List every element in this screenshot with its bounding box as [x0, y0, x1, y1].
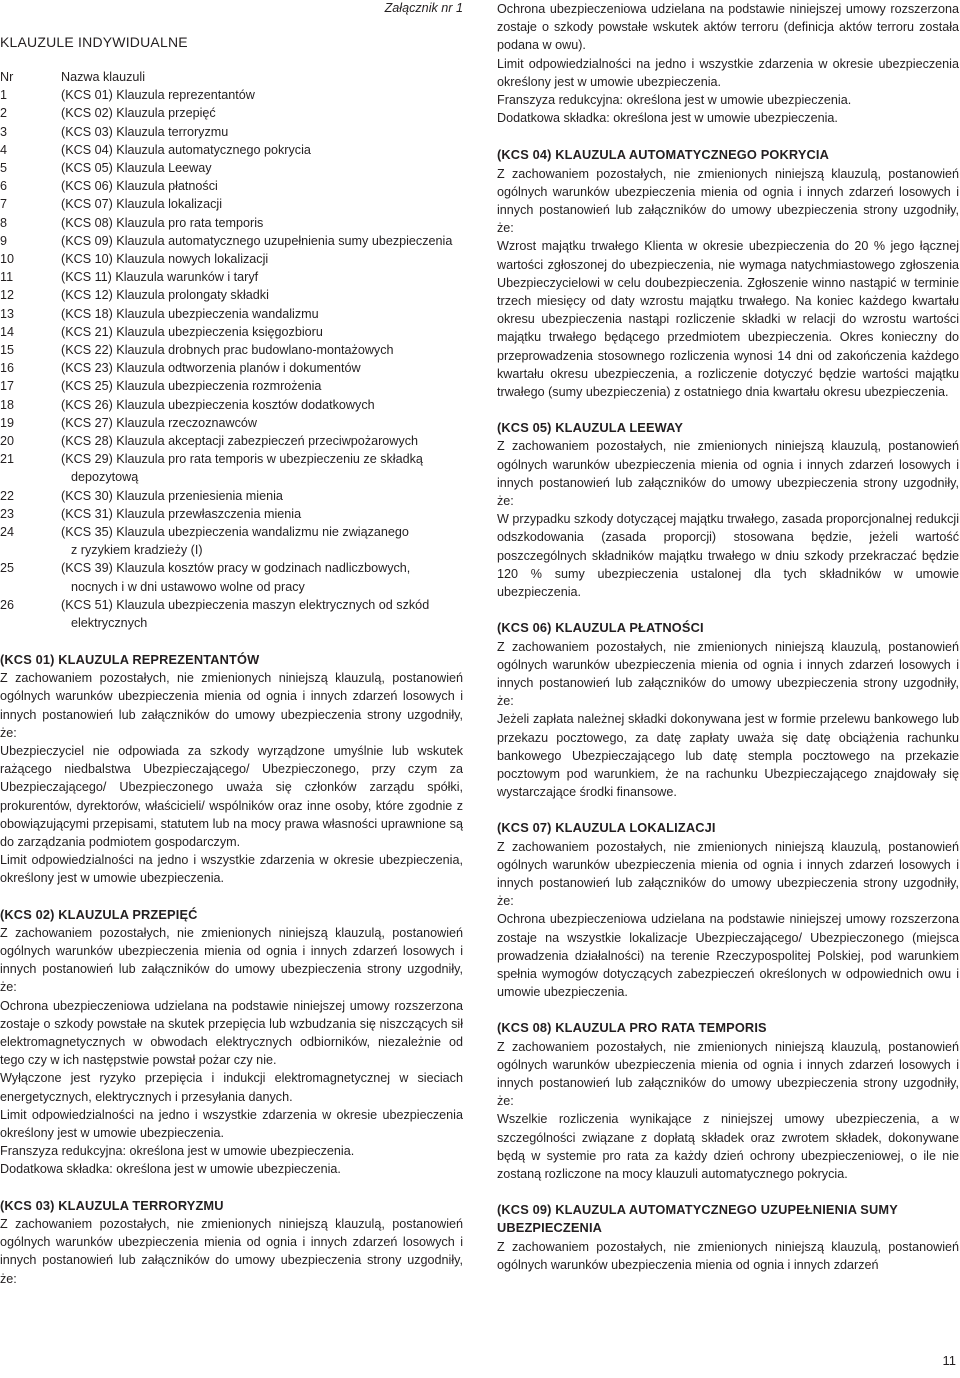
clause-name: [61, 214, 463, 232]
clause-list-row: [0, 523, 463, 559]
clause-paragraph: Z zachowaniem pozostałych, nie zmienionych niniejszą klauzulą, postanowień ogólnych warunków ubezpieczenia mienia od ognia i innych zdarzeń: [497, 1239, 959, 1272]
clause-nr: 2: [0, 106, 8, 121]
clause-name-text: (KCS 30) Klauzula przeniesienia mienia: [61, 488, 283, 503]
clause-list-row: [0, 159, 463, 177]
clause-paragraph: W przypadku szkody dotyczącej majątku trwałego, zasada proporcjonalnej redukcji odszkodowania (zasada proporcji) stosowana będzie, jeżeli wartość poszczególnych składników majątku trwałego w dniu szkody przekraczać będzie 120 % sumy ubezpieczenia ustalonej dla tych składników w umowie ubezpieczenia.: [497, 512, 959, 600]
clause-paragraph: Jeżeli zapłata należnej składki dokonywana jest w formie przelewu bankowego lub przekazu pocztowego, za datę zapłaty uważa się datę obciążenia rachunku bankowego Ubezpieczającego lub datę stempla pocztowego na przekazie pocztowym pod warunkiem, że na rachunku Ubezpieczającego znajdowały się wystarczające środki finansowe.: [497, 712, 959, 800]
clause-nr: 9: [0, 233, 8, 248]
clause-name-text: (KCS 12) Klauzula prolongaty składki: [61, 288, 269, 303]
clause-name: [61, 359, 463, 377]
clause-nr: 7: [0, 197, 8, 212]
clause-list-row: [0, 559, 463, 595]
clause-nr: 3: [0, 124, 8, 139]
list-header-nr: Nr: [0, 70, 14, 84]
clause-paragraph: Limit odpowiedzialności na jedno i wszystkie zdarzenia w okresie ubezpieczenia określony jest w umowie ubezpieczenia.: [497, 56, 959, 89]
clause-nr: 14: [0, 324, 15, 339]
clause-list-row: [0, 104, 463, 122]
clause-name-text: (KCS 39) Klauzula kosztów pracy w godzinach nadliczbowych,: [61, 561, 411, 576]
clause-heading: (KCS 08) KLAUZULA PRO RATA TEMPORIS: [497, 1020, 767, 1036]
clause-list-row: [0, 177, 463, 195]
clause-name-text: (KCS 28) Klauzula akceptacji zabezpieczeń przeciwpożarowych: [61, 434, 418, 449]
clause-name-text: (KCS 03) Klauzula terroryzmu: [61, 124, 229, 139]
left-column: [0, 0, 463, 1378]
clause-paragraph: Ochrona ubezpieczeniowa udzielana na podstawie niniejszej umowy rozszerzona zostaje o szkody powstałe na skutek przepięcia lub wzbudzania się niszczących sił elektromagnetycznych w obwodach elektrycznych odbiorników, niezależnie od tego czy w ich następstwie powstał pożar czy nie.: [0, 998, 463, 1068]
clause-name-text: (KCS 22) Klauzula drobnych prac budowlano-montażowych: [61, 343, 394, 358]
clause-paragraph: Wszelkie rozliczenia wynikające z niniejszej umowy ubezpieczenia, a w szczególności związane z dopłatą składek oraz zwrotem składek, dokonywane będą w systemie pro rata za każdy dzień ochrony ubezpieczeniowej, o ile nie zostaną rozliczone na mocy klauzuli automatycznego pokrycia.: [497, 1112, 959, 1181]
clause-name-text: (KCS 18) Klauzula ubezpieczenia wandalizmu: [61, 306, 319, 321]
clause-name: [61, 487, 463, 505]
clause-nr: 23: [0, 506, 15, 521]
clause-nr: 15: [0, 343, 15, 358]
clause-list-row: [0, 286, 463, 304]
clause-name: [61, 250, 463, 268]
document-title: KLAUZULE INDYWIDUALNE: [0, 34, 188, 50]
terrorism-continuation: [497, 0, 959, 127]
clause-paragraph: Limit odpowiedzialności na jedno i wszystkie zdarzenia w okresie ubezpieczenia określony jest w umowie ubezpieczenia.: [0, 1107, 463, 1141]
clause-name-text: (KCS 25) Klauzula ubezpieczenia rozmrożenia: [61, 379, 322, 394]
clause-list-row: [0, 596, 463, 632]
clause-nr: 20: [0, 434, 15, 449]
clause-nr: 8: [0, 215, 8, 230]
clause-list-row: [0, 487, 463, 505]
clause-heading: (KCS 04) KLAUZULA AUTOMATYCZNEGO POKRYCIA: [497, 147, 829, 163]
clause-nr: 10: [0, 252, 15, 267]
clause-nr: 16: [0, 361, 15, 376]
clause-name-text: (KCS 10) Klauzula nowych lokalizacji: [61, 252, 269, 267]
clause-nr: 18: [0, 397, 15, 412]
clause-name: [61, 268, 463, 286]
clause-name: [61, 505, 463, 523]
clause-section: [497, 146, 959, 401]
clause-name: [61, 523, 463, 559]
clause-paragraph: Dodatkowa składka: określona jest w umowie ubezpieczenia.: [0, 1162, 341, 1177]
clause-list-row: [0, 450, 463, 486]
clause-paragraph: Ochrona ubezpieczeniowa udzielana na podstawie niniejszej umowy rozszerzona zostaje o szkody powstałe wskutek aktów terroru (definicja aktów terroru została podana w owu).: [497, 2, 959, 53]
clause-name: [61, 414, 463, 432]
clause-name: [61, 86, 463, 104]
clause-list-row: [0, 250, 463, 268]
clause-list-row: [0, 195, 463, 213]
clause-nr: 11: [0, 270, 14, 285]
clause-paragraph: Dodatkowa składka: określona jest w umowie ubezpieczenia.: [497, 111, 838, 126]
clause-name-text: (KCS 51) Klauzula ubezpieczenia maszyn elektrycznych od szkód: [61, 597, 430, 612]
clause-list-row: [0, 341, 463, 359]
clause-paragraph: Z zachowaniem pozostałych, nie zmienionych niniejszą klauzulą, postanowień ogólnych warunków ubezpieczenia mienia od ognia i innych zdarzeń losowych i innych postanowień lub załączników do umowy ubezpieczenia strony uzgodniły, że:: [497, 1039, 959, 1109]
clause-name-continuation: elektrycznych: [71, 616, 148, 631]
right-sections: [497, 146, 959, 1274]
clause-name: [61, 232, 463, 250]
clause-name: [61, 396, 463, 414]
clause-name: [61, 123, 463, 141]
clause-paragraph: Ochrona ubezpieczeniowa udzielana na podstawie niniejszej umowy rozszerzona zostaje na wszystkie lokalizacje Ubezpieczającego/ Ubezpieczonego (miejsca prowadzenia działalności) na terenie Rzeczypospolitej Polskiej, pod warunkiem spełnia wymogów dotyczących zabezpieczeń określonych w odpowiednich owu i umowie ubezpieczenia.: [497, 912, 959, 1000]
clause-heading: (KCS 07) KLAUZULA LOKALIZACJI: [497, 820, 716, 836]
right-column: [497, 0, 959, 1292]
clause-name: [61, 141, 463, 159]
clause-nr: 13: [0, 306, 15, 321]
clause-nr: 12: [0, 288, 15, 303]
clause-nr: 26: [0, 597, 15, 612]
clause-name-text: (KCS 09) Klauzula automatycznego uzupełnienia sumy ubezpieczenia: [61, 233, 453, 248]
clause-heading: (KCS 02) KLAUZULA PRZEPIĘĆ: [0, 906, 198, 922]
clause-section: [0, 1197, 463, 1288]
clause-section: [0, 906, 463, 1179]
clause-name-text: (KCS 11) Klauzula warunków i taryf: [61, 270, 259, 285]
left-sections: [0, 651, 463, 1306]
clause-name-text: (KCS 04) Klauzula automatycznego pokrycia: [61, 142, 311, 157]
clause-section: [497, 819, 959, 1001]
clause-name-text: (KCS 07) Klauzula lokalizacji: [61, 197, 222, 212]
clause-name: [61, 559, 463, 595]
clause-paragraph: Z zachowaniem pozostałych, nie zmienionych niniejszą klauzulą, postanowień ogólnych warunków ubezpieczenia mienia od ognia i innych zdarzeń losowych i innych postanowień lub załączników do umowy ubezpieczenia strony uzgodniły, że:: [0, 1216, 463, 1286]
clause-heading: (KCS 03) KLAUZULA TERRORYZMU: [0, 1197, 224, 1213]
clause-list-rows: [0, 86, 463, 632]
clause-section: [497, 419, 959, 601]
clause-name-continuation: z ryzykiem kradzieży (I): [71, 543, 203, 558]
clause-paragraph: Ubezpieczyciel nie odpowiada za szkody wyrządzone umyślnie lub wskutek rażącego niedbalstwa Ubezpieczającego/ Ubezpieczonego, przy czym za Ubezpieczającego/ Ubezpieczonego uważa się członków zarządu spółki, prokurentów, dyrektorów, właścicieli/ wspólników oraz inne osoby, które zgodnie z obowiązującymi przepisami, statutem lub na mocy prawa własności uprawnione są do zarządzania podmiotem gospodarczym.: [0, 744, 463, 850]
clause-name-text: (KCS 29) Klauzula pro rata temporis w ubezpieczeniu ze składką: [61, 452, 423, 467]
clause-name: [61, 432, 463, 450]
clause-name: [61, 341, 463, 359]
clause-name-continuation: nocnych i w dni ustawowo wolne od pracy: [71, 579, 305, 594]
clause-list-row: [0, 377, 463, 395]
clause-list-row: [0, 323, 463, 341]
clause-section: [497, 619, 959, 801]
clause-name: [61, 305, 463, 323]
clause-name: [61, 104, 463, 122]
attachment-label: Załącznik nr 1: [384, 1, 463, 15]
clause-list-row: [0, 305, 463, 323]
clause-name-text: (KCS 01) Klauzula reprezentantów: [61, 88, 255, 103]
clause-list-row: [0, 268, 463, 286]
clause-name-text: (KCS 26) Klauzula ubezpieczenia kosztów dodatkowych: [61, 397, 375, 412]
clause-nr: 6: [0, 179, 8, 194]
clause-paragraph: Z zachowaniem pozostałych, nie zmienionych niniejszą klauzulą, postanowień ogólnych warunków ubezpieczenia mienia od ognia i innych zdarzeń losowych i innych postanowień lub załączników do umowy ubezpieczenia strony uzgodniły, że:: [0, 671, 463, 740]
clause-name-text: (KCS 05) Klauzula Leeway: [61, 161, 212, 176]
clause-name-text: (KCS 08) Klauzula pro rata temporis: [61, 215, 264, 230]
clause-name: [61, 596, 463, 632]
page-number: 11: [942, 1352, 956, 1368]
clause-section: [497, 1201, 959, 1274]
clause-nr: 21: [0, 452, 15, 467]
clause-paragraph: Z zachowaniem pozostałych, nie zmienionych niniejszą klauzulą, postanowień ogólnych warunków ubezpieczenia mienia od ognia i innych zdarzeń losowych i innych postanowień lub załączników do umowy ubezpieczenia strony uzgodniły, że:: [0, 925, 463, 995]
clause-nr: 5: [0, 161, 8, 176]
clause-name: [61, 195, 463, 213]
clause-nr: 22: [0, 488, 15, 503]
clause-paragraph: Z zachowaniem pozostałych, nie zmienionych niniejszą klauzulą, postanowień ogólnych warunków ubezpieczenia mienia od ognia i innych zdarzeń losowych i innych postanowień lub załączników do umowy ubezpieczenia strony uzgodniły, że:: [497, 166, 959, 236]
clause-list-row: [0, 359, 463, 377]
clause-list-row: [0, 232, 463, 250]
clause-heading: (KCS 05) KLAUZULA LEEWAY: [497, 420, 684, 436]
clause-name-text: (KCS 21) Klauzula ubezpieczenia księgozbioru: [61, 324, 323, 339]
clause-list-header: [0, 68, 463, 86]
clause-name-text: (KCS 23) Klauzula odtworzenia planów i dokumentów: [61, 361, 361, 376]
clause-list-row: [0, 414, 463, 432]
clause-nr: 17: [0, 379, 15, 394]
clause-section: [0, 651, 463, 888]
clause-paragraph: Limit odpowiedzialności na jedno i wszystkie zdarzenia w okresie ubezpieczenia, określony jest w umowie ubezpieczenia.: [0, 853, 463, 886]
clause-paragraph: Franszyza redukcyjna: określona jest w umowie ubezpieczenia.: [0, 1144, 355, 1159]
clause-name: [61, 286, 463, 304]
clause-list-row: [0, 505, 463, 523]
clause-nr: 25: [0, 561, 15, 576]
clause-list-row: [0, 432, 463, 450]
clause-heading: (KCS 09) KLAUZULA AUTOMATYCZNEGO UZUPEŁNIENIA SUMY UBEZPIECZENIA: [497, 1202, 898, 1236]
clause-name-text: (KCS 02) Klauzula przepięć: [61, 106, 216, 121]
clause-list: [0, 68, 463, 632]
clause-paragraph: Wyłączone jest ryzyko przepięcia i indukcji elektromagnetycznej w sieciach energetycznych, elektrycznych i przesyłania danych.: [0, 1071, 463, 1104]
clause-nr: 1: [0, 88, 8, 103]
clause-section: [497, 1019, 959, 1183]
clause-nr: 24: [0, 525, 15, 540]
clause-heading: (KCS 01) KLAUZULA REPREZENTANTÓW: [0, 652, 260, 667]
clause-name: [61, 323, 463, 341]
clause-list-row: [0, 86, 463, 104]
clause-name: [61, 450, 463, 486]
clause-paragraph: Wzrost majątku trwałego Klienta w okresie ubezpieczenia do 20 % jego łącznej wartości zgłoszonej do ubezpieczenia, nie wymaga natychmiastowego zgłoszenia Ubezpieczycielowi w celu doubezpieczenia. Zgłoszenie winno nastąpić w terminie trzech miesięcy od daty wzrostu majątku trwałego. Na koniec każdego kwartału okresu ubezpieczenia nastąpi rozliczenie składki w relacji do wzrostu wartości majątku trwałego będącego przedmiotem ubezpieczenia. Okres konieczny do przeprowadzenia stosownego rozliczenia wynosi 14 dni od zakończenia każdego kwartału okresu ubezpieczenia, a rozliczenie dotyczyć będzie wartości majątku trwałego (sumy ubezpieczenia) z ostatniego dnia kwartału okresu ubezpieczenia.: [497, 239, 959, 400]
clause-list-row: [0, 141, 463, 159]
clause-paragraph: Franszyza redukcyjna: określona jest w umowie ubezpieczenia.: [497, 93, 852, 108]
clause-list-row: [0, 214, 463, 232]
clause-heading: (KCS 06) KLAUZULA PŁATNOŚCI: [497, 620, 704, 636]
clause-name: [61, 177, 463, 195]
clause-list-row: [0, 123, 463, 141]
clause-name-text: (KCS 27) Klauzula rzeczoznawców: [61, 415, 257, 430]
clause-nr: 19: [0, 415, 15, 430]
clause-name: [61, 159, 463, 177]
clause-name-continuation: depozytową: [71, 470, 139, 485]
clause-nr: 4: [0, 142, 8, 157]
clause-name-text: (KCS 35) Klauzula ubezpieczenia wandalizmu nie związanego: [61, 525, 409, 540]
clause-name-text: (KCS 06) Klauzula płatności: [61, 179, 218, 194]
clause-paragraph: Z zachowaniem pozostałych, nie zmienionych niniejszą klauzulą, postanowień ogólnych warunków ubezpieczenia mienia od ognia i innych zdarzeń losowych i innych postanowień lub załączników do umowy ubezpieczenia strony uzgodniły, że:: [497, 439, 959, 509]
clause-name: [61, 377, 463, 395]
clause-name-text: (KCS 31) Klauzula przewłaszczenia mienia: [61, 506, 302, 521]
clause-paragraph: Z zachowaniem pozostałych, nie zmienionych niniejszą klauzulą, postanowień ogólnych warunków ubezpieczenia mienia od ognia i innych zdarzeń losowych i innych postanowień lub załączników do umowy ubezpieczenia strony uzgodniły, że:: [497, 639, 959, 709]
clause-list-row: [0, 396, 463, 414]
list-header-name: Nazwa klauzuli: [61, 70, 145, 84]
clause-paragraph: Z zachowaniem pozostałych, nie zmienionych niniejszą klauzulą, postanowień ogólnych warunków ubezpieczenia mienia od ognia i innych zdarzeń losowych i innych postanowień lub załączników do umowy ubezpieczenia strony uzgodniły, że:: [497, 839, 959, 909]
